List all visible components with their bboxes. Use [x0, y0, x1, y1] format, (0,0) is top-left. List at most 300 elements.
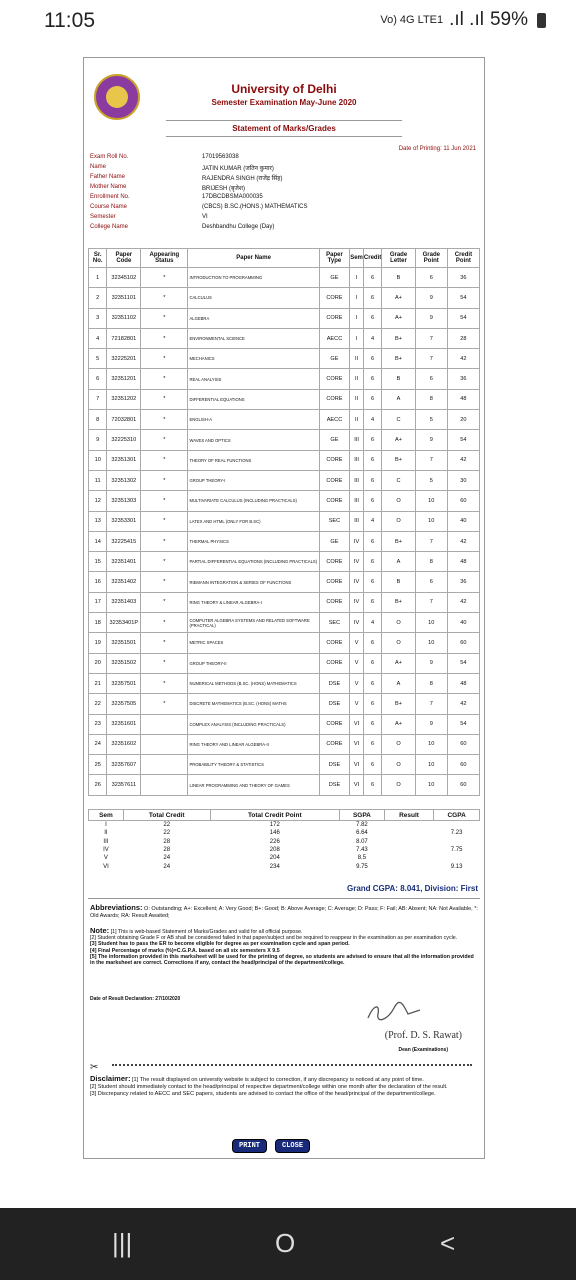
table-cell: COMPUTER ALGEBRA SYSTEMS AND RELATED SOFTWARE (PRACTICAL): [188, 613, 319, 633]
table-cell: 54: [447, 430, 479, 450]
table-cell: 30: [447, 470, 479, 490]
table-cell: III: [350, 470, 364, 490]
table-cell: VI: [350, 775, 364, 795]
table-cell: 6: [363, 288, 381, 308]
table-cell: B: [382, 572, 415, 592]
table-cell: 7: [89, 389, 107, 409]
table-cell: *: [141, 673, 188, 693]
table-cell: *: [141, 592, 188, 612]
table-cell: DSE: [319, 673, 350, 693]
info-key: Semester: [90, 214, 116, 220]
table-cell: 32353401P: [107, 613, 141, 633]
table-cell: 6: [363, 572, 381, 592]
table-cell: 32351403: [107, 592, 141, 612]
table-cell: GROUP THEORY-I: [188, 470, 319, 490]
disclaimer-line: [3] Discrepancy related to AECC and SEC papers, students are advised to contact the office of the head/principal of the department/college.: [90, 1091, 436, 1097]
table-cell: B: [382, 268, 415, 288]
table-cell: 6: [363, 349, 381, 369]
table-cell: INTRODUCTION TO PROGRAMMING: [188, 268, 319, 288]
table-cell: VI: [103, 863, 109, 870]
table-cell: II: [350, 349, 364, 369]
table-cell: 54: [447, 308, 479, 328]
table-row: [89, 862, 480, 870]
table-cell: A+: [382, 288, 415, 308]
table-cell: 204: [269, 855, 280, 862]
table-cell: I: [350, 328, 364, 348]
table-cell: 10: [415, 755, 447, 775]
clock: 11:05: [44, 9, 95, 32]
table-cell: ENGLISH-A: [188, 410, 319, 430]
table-cell: *: [141, 633, 188, 653]
table-cell: 8: [415, 673, 447, 693]
table-cell: DIFFERENTIAL EQUATIONS: [188, 389, 319, 409]
table-cell: O: [382, 633, 415, 653]
table-cell: *: [141, 349, 188, 369]
table-cell: 10: [415, 491, 447, 511]
table-cell: 54: [447, 653, 479, 673]
table-row: [89, 491, 480, 511]
table-cell: 6: [363, 470, 381, 490]
table-cell: 32353301: [107, 511, 141, 531]
table-cell: LINEAR PROGRAMMING AND THEORY OF GAMES: [188, 775, 319, 795]
table-cell: 6: [363, 268, 381, 288]
column-header: Appearing Status: [141, 249, 188, 268]
table-cell: I: [350, 288, 364, 308]
table-cell: 2: [89, 288, 107, 308]
table-cell: 40: [447, 613, 479, 633]
table-cell: RING THEORY & LINEAR ALGEBRA-I: [188, 592, 319, 612]
table-cell: *: [141, 328, 188, 348]
table-cell: [141, 734, 188, 754]
table-cell: VI: [350, 734, 364, 754]
table-cell: *: [141, 572, 188, 592]
table-cell: 172: [269, 822, 280, 829]
column-header: Grade Point: [415, 249, 447, 268]
table-cell: 72182801: [107, 328, 141, 348]
table-cell: 32357505: [107, 694, 141, 714]
table-cell: O: [382, 734, 415, 754]
table-cell: A+: [382, 308, 415, 328]
table-cell: CORE: [319, 389, 350, 409]
table-cell: 15: [89, 552, 107, 572]
table-cell: IV: [103, 847, 109, 854]
table-cell: GE: [319, 349, 350, 369]
disclaimer: Disclaimer: [1] The result displayed on university website is subject to correction, if any discrepancy is noticed at any point of time. [2] Student should immediately contact to the head/principal of respective department/college within one month after the declaration of the result. [3] Discrepancy related to AECC and SEC papers, students are advised to contact the office of the head/principal of the department/college.: [90, 1074, 448, 1097]
print-date: Date of Printing: 11 Jun 2021: [398, 146, 476, 152]
table-cell: 42: [447, 531, 479, 551]
table-cell: 28: [447, 328, 479, 348]
table-cell: 8.5: [357, 855, 367, 862]
table-cell: 54: [447, 288, 479, 308]
table-cell: 60: [447, 734, 479, 754]
statement-title: Statement of Marks/Grades: [166, 120, 402, 137]
table-cell: 32351201: [107, 369, 141, 389]
column-header: Credit: [363, 249, 381, 268]
table-cell: *: [141, 268, 188, 288]
table-cell: 18: [89, 613, 107, 633]
table-row: [89, 592, 480, 612]
grand-cgpa: Grand CGPA: 8.041, Division: First: [347, 884, 478, 893]
note-line: [2] Student obtaining Grade F or AB shall be considered failed in that paper/subject and be required to reappear in the examination as per examination cycle.: [90, 935, 458, 942]
table-cell: AECC: [319, 328, 350, 348]
table-cell: III: [350, 511, 364, 531]
table-cell: 8: [415, 552, 447, 572]
table-cell: 6: [363, 369, 381, 389]
table-cell: I: [350, 268, 364, 288]
table-cell: 6: [415, 572, 447, 592]
table-cell: [384, 854, 433, 862]
table-row: [89, 450, 480, 470]
table-cell: 32225201: [107, 349, 141, 369]
table-cell: *: [141, 308, 188, 328]
table-cell: 6: [363, 592, 381, 612]
table-cell: O: [382, 775, 415, 795]
table-cell: IV: [350, 592, 364, 612]
table-row: [89, 734, 480, 754]
table-cell: III: [350, 430, 364, 450]
table-cell: 7: [415, 349, 447, 369]
table-cell: CORE: [319, 653, 350, 673]
table-cell: *: [141, 653, 188, 673]
table-row: [89, 410, 480, 430]
table-cell: 6: [415, 268, 447, 288]
action-buttons: [232, 1139, 310, 1153]
table-cell: 9: [415, 288, 447, 308]
table-row: [89, 552, 480, 572]
table-cell: *: [141, 470, 188, 490]
table-cell: III: [350, 450, 364, 470]
info-value: BRIJESH (बृजेश): [202, 186, 245, 192]
table-row: [89, 838, 480, 846]
table-cell: 14: [89, 531, 107, 551]
table-cell: 24: [163, 863, 171, 870]
table-cell: 60: [447, 491, 479, 511]
recents-icon[interactable]: |||: [112, 1228, 133, 1258]
table-cell: 6: [363, 694, 381, 714]
divider: [88, 898, 480, 899]
info-row: [90, 164, 480, 174]
table-cell: 32225310: [107, 430, 141, 450]
table-cell: 7: [415, 328, 447, 348]
table-cell: CORE: [319, 470, 350, 490]
info-key: Exam Roll No.: [90, 154, 129, 160]
table-cell: 24: [89, 734, 107, 754]
table-cell: DISCRETE MATHEMATICS (B.SC. (HONS) MATHS: [188, 694, 319, 714]
marks-table: [88, 248, 480, 796]
table-cell: 6: [415, 369, 447, 389]
university-logo-icon: [94, 74, 140, 120]
table-cell: 23: [89, 714, 107, 734]
info-row: [90, 224, 480, 234]
table-cell: 8: [89, 410, 107, 430]
table-cell: 6: [363, 389, 381, 409]
table-cell: 22: [89, 694, 107, 714]
table-cell: 10: [415, 633, 447, 653]
table-cell: 40: [447, 511, 479, 531]
table-cell: *: [141, 531, 188, 551]
table-cell: 22: [163, 830, 171, 837]
table-cell: 48: [447, 673, 479, 693]
table-cell: *: [141, 613, 188, 633]
table-cell: SEC: [319, 511, 350, 531]
table-cell: *: [141, 430, 188, 450]
column-header: CGPA: [434, 810, 480, 821]
table-cell: B+: [382, 450, 415, 470]
table-cell: [384, 846, 433, 854]
table-cell: 6: [363, 653, 381, 673]
table-cell: ENVIRONMENTAL SCIENCE: [188, 328, 319, 348]
table-cell: *: [141, 552, 188, 572]
table-cell: ALGEBRA: [188, 308, 319, 328]
table-row: [89, 829, 480, 837]
table-cell: 28: [163, 847, 171, 854]
signal-icon: .ıl .ıl: [449, 9, 484, 30]
table-cell: 36: [447, 268, 479, 288]
table-cell: *: [141, 450, 188, 470]
university-name: University of Delhi: [231, 82, 337, 96]
note-line: [5] The information provided in this marksheet will be used for the printing of degree, so students are advised to ensure that all the information provided in the marksheet are correct. Corrections if any, contact the head/principal of the department/college.: [90, 953, 474, 967]
column-header: Sr. No.: [89, 249, 107, 268]
table-cell: 10: [415, 613, 447, 633]
table-cell: CORE: [319, 734, 350, 754]
table-cell: 10: [415, 775, 447, 795]
column-header: Paper Name: [188, 249, 319, 268]
table-cell: IV: [350, 572, 364, 592]
table-cell: V: [350, 694, 364, 714]
exam-title: Semester Examination May-June 2020: [211, 98, 357, 107]
table-cell: 6: [363, 714, 381, 734]
table-cell: 32357611: [107, 775, 141, 795]
table-cell: 36: [447, 369, 479, 389]
table-cell: 32351301: [107, 450, 141, 470]
table-cell: 48: [447, 552, 479, 572]
table-cell: 7.82: [356, 822, 368, 829]
table-cell: 6: [363, 734, 381, 754]
table-cell: 13: [89, 511, 107, 531]
scissors-icon: ✂: [90, 1062, 99, 1073]
table-cell: 6: [363, 308, 381, 328]
table-cell: B+: [382, 328, 415, 348]
table-cell: 6: [363, 531, 381, 551]
table-cell: [384, 838, 433, 846]
table-cell: 4: [363, 328, 381, 348]
info-key: Name: [90, 164, 107, 170]
column-header: Result: [384, 810, 433, 821]
table-cell: II: [350, 389, 364, 409]
table-cell: 32351402: [107, 572, 141, 592]
table-cell: 6: [363, 633, 381, 653]
table-cell: I: [350, 308, 364, 328]
table-cell: B: [382, 369, 415, 389]
table-cell: GE: [319, 268, 350, 288]
table-cell: II: [104, 830, 108, 837]
table-cell: VI: [350, 755, 364, 775]
table-cell: A+: [382, 430, 415, 450]
table-cell: *: [141, 491, 188, 511]
column-header: Sem: [350, 249, 364, 268]
table-cell: 22: [163, 822, 171, 829]
table-row: [89, 775, 480, 795]
table-cell: CALCULUS: [188, 288, 319, 308]
table-cell: 32351202: [107, 389, 141, 409]
table-cell: O: [382, 755, 415, 775]
table-cell: 32357607: [107, 755, 141, 775]
table-row: [89, 328, 480, 348]
table-row: [89, 511, 480, 531]
column-header: Paper Code: [107, 249, 141, 268]
table-cell: 48: [447, 389, 479, 409]
info-key: College Name: [90, 224, 129, 230]
info-row: [90, 184, 480, 194]
column-header: Sem: [89, 810, 124, 821]
table-cell: 19: [89, 633, 107, 653]
table-cell: 42: [447, 450, 479, 470]
table-cell: [384, 821, 433, 830]
column-header: Credit Point: [447, 249, 479, 268]
table-cell: CORE: [319, 450, 350, 470]
table-cell: A: [382, 673, 415, 693]
table-cell: V: [350, 633, 364, 653]
notes: Note: [1] This is web-based Statement of Marks/Grades and valid for all official purpose. [2] Student obtaining Grade F or AB shall be considered failed in that paper/subject and be required to reappear in the examination as per examination cycle. [3] Student has to pass the ER to become eligible for degree as per examination cycle and span period. [4] Final Percentage of marks (%)=C.G.P.A. based on all six semesters X 9.5 [5] The information provided in this marksheet will be used for the printing of degree, so students are advised to ensure that all the information provided in the marksheet are correct. Corrections if any, contact the head/principal of the department/college.: [90, 926, 474, 967]
table-cell: 72032801: [107, 410, 141, 430]
table-cell: II: [350, 369, 364, 389]
table-cell: 32357501: [107, 673, 141, 693]
table-cell: V: [103, 855, 108, 862]
table-cell: 7: [415, 694, 447, 714]
table-cell: II: [350, 410, 364, 430]
table-cell: SEC: [319, 613, 350, 633]
table-cell: PARTIAL DIFFERENTIAL EQUATIONS (INCLUDING PRACTICALS): [188, 552, 319, 572]
battery-icon: [537, 13, 546, 28]
table-cell: 9: [415, 653, 447, 673]
student-info: [90, 154, 480, 234]
table-cell: 208: [269, 847, 280, 854]
result-declaration-date: Date of Result Declaration: 27/10/2020: [90, 996, 181, 1002]
table-cell: CORE: [319, 572, 350, 592]
table-cell: 26: [89, 775, 107, 795]
close-button[interactable]: CLOSE: [275, 1139, 310, 1153]
table-cell: PROBABILITY THEORY & STATISTICS: [188, 755, 319, 775]
abbreviations: Abbreviations: O: Outstanding; A+: Excellent; A: Very Good; B+: Good; B: Above Average; C: Average; D: Pass; F: Fail; AB: Absent; NA: Not Available, *: Old Awards; RA: Result Awaited;: [90, 903, 478, 919]
table-cell: O: [382, 491, 415, 511]
table-cell: [141, 775, 188, 795]
table-row: [89, 268, 480, 288]
home-icon[interactable]: O: [275, 1228, 296, 1258]
table-cell: 20: [89, 653, 107, 673]
table-cell: 60: [447, 755, 479, 775]
print-button[interactable]: PRINT: [232, 1139, 267, 1153]
table-row: [89, 714, 480, 734]
table-cell: 16: [89, 572, 107, 592]
table-row: [89, 531, 480, 551]
signatory-title: Dean (Examinations): [398, 1047, 448, 1053]
back-icon[interactable]: <: [440, 1228, 456, 1258]
table-cell: 60: [447, 775, 479, 795]
table-cell: 20: [447, 410, 479, 430]
table-row: [89, 288, 480, 308]
note-line: [4] Final Percentage of marks (%)=C.G.P.A. based on all six semesters X 9.5: [90, 947, 280, 954]
table-cell: CORE: [319, 369, 350, 389]
table-cell: 32351102: [107, 308, 141, 328]
table-cell: 9.13: [450, 863, 463, 870]
table-cell: 32351303: [107, 491, 141, 511]
summary-table: [88, 809, 480, 871]
info-value: (CBCS) B.SC.(HONS.) MATHEMATICS: [202, 204, 308, 210]
table-cell: 42: [447, 694, 479, 714]
info-row: [90, 214, 480, 224]
table-cell: 6: [363, 673, 381, 693]
disclaimer-line: [1] The result displayed on university website is subject to correction, if any discrepancy is noticed at any point of time.: [132, 1077, 424, 1083]
table-cell: 32351601: [107, 714, 141, 734]
table-cell: 32351602: [107, 734, 141, 754]
table-cell: III: [103, 838, 109, 845]
cut-line: [112, 1064, 472, 1066]
table-cell: 4: [363, 511, 381, 531]
signatory-name: (Prof. D. S. Rawat): [384, 1030, 462, 1041]
table-cell: 42: [447, 592, 479, 612]
table-cell: COMPLEX ANALYSIS (INCLUDING PRACTICALS): [188, 714, 319, 734]
table-cell: 32351501: [107, 633, 141, 653]
table-cell: CORE: [319, 592, 350, 612]
table-cell: C: [382, 410, 415, 430]
table-cell: WAVES AND OPTICS: [188, 430, 319, 450]
table-cell: 7.75: [450, 847, 463, 854]
network-indicator: Vo) 4G LTE1: [380, 14, 444, 26]
table-row: [89, 308, 480, 328]
info-row: [90, 204, 480, 214]
table-row: [89, 653, 480, 673]
table-cell: 9.75: [356, 863, 368, 870]
table-cell: DSE: [319, 755, 350, 775]
table-cell: [384, 829, 433, 837]
table-cell: 12: [89, 491, 107, 511]
table-cell: 7: [415, 592, 447, 612]
table-cell: *: [141, 410, 188, 430]
table-row: [89, 389, 480, 409]
table-cell: CORE: [319, 491, 350, 511]
table-cell: 60: [447, 633, 479, 653]
info-value: JATIN KUMAR (जतिन कुमार): [202, 166, 274, 172]
table-cell: IV: [350, 613, 364, 633]
info-row: [90, 194, 480, 204]
table-cell: 6: [363, 430, 381, 450]
table-cell: DSE: [319, 694, 350, 714]
table-cell: B+: [382, 592, 415, 612]
table-cell: 32351302: [107, 470, 141, 490]
info-value: Deshbandhu College (Day): [202, 224, 275, 230]
table-cell: [434, 821, 480, 830]
table-cell: 1: [89, 268, 107, 288]
table-cell: III: [350, 491, 364, 511]
table-row: [89, 633, 480, 653]
table-cell: A: [382, 389, 415, 409]
note-line: [1] This is web-based Statement of Marks/Grades and valid for all official purpose.: [110, 929, 303, 935]
table-cell: 32225415: [107, 531, 141, 551]
info-value: RAJENDRA SINGH (राजेंद्र सिंह): [202, 176, 283, 182]
table-cell: [434, 838, 480, 846]
table-cell: 234: [269, 863, 280, 870]
column-header: Total Credit: [123, 810, 210, 821]
table-cell: 7.23: [450, 830, 463, 837]
table-cell: AECC: [319, 410, 350, 430]
table-cell: DSE: [319, 775, 350, 795]
table-row: [89, 846, 480, 854]
table-cell: *: [141, 288, 188, 308]
table-cell: 6: [363, 491, 381, 511]
table-cell: GE: [319, 430, 350, 450]
table-cell: B+: [382, 349, 415, 369]
android-nav-bar: [0, 1208, 576, 1280]
